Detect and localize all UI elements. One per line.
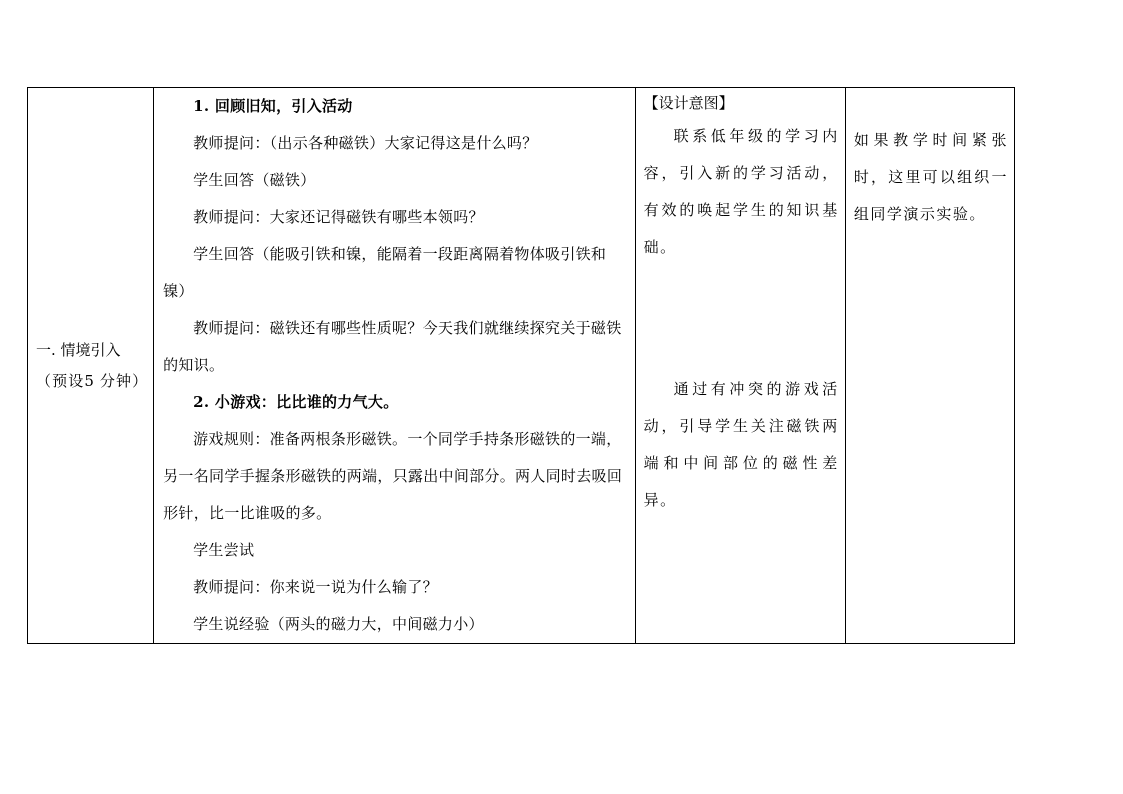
student-answer-4: 学生说经验（两头的磁力大，中间磁力小） [193, 615, 484, 633]
design-intent-para-1: 联系低年级的学习内容，引入新的学习活动，有效的唤起学生的知识基础。 [643, 127, 839, 256]
stage-cell [28, 88, 154, 644]
stage-time: （预设5 分钟） [36, 371, 148, 390]
note-text: 如果教学时间紧张时，这里可以组织一组同学演示实验。 [853, 131, 1008, 223]
student-try: 学生尝试 [193, 541, 255, 559]
section1-heading: 1. 回顾旧知，引入活动 [193, 97, 353, 115]
game-rules: 游戏规则：准备两根条形磁铁。一个同学手持条形磁铁的一端，另一名同学手握条形磁铁的两端，只露出中间部分。两人同时去吸回形针，比一比谁吸的多。 [163, 430, 623, 522]
student-answer-1: 学生回答（磁铁） [193, 171, 316, 189]
teacher-question-3: 教师提问：磁铁还有哪些性质呢？今天我们就继续探究关于磁铁的知识。 [163, 319, 622, 374]
spacer [644, 266, 839, 371]
section2-heading: 2. 小游戏：比比谁的力气大。 [193, 393, 399, 411]
stage-title: 一. 情境引入 [36, 340, 121, 359]
table-row [28, 88, 1015, 644]
content-cell [154, 88, 635, 644]
teacher-question-1: 教师提问：（出示各种磁铁）大家记得这是什么吗？ [193, 134, 538, 152]
design-intent-cell [635, 88, 845, 644]
design-intent-heading: 【设计意图】 [643, 94, 734, 112]
teacher-question-4: 教师提问：你来说一说为什么输了？ [193, 578, 438, 596]
teacher-question-2: 教师提问：大家还记得磁铁有哪些本领吗？ [193, 208, 484, 226]
student-answer-2: 学生回答（能吸引铁和镍，能隔着一段距离隔着物体吸引铁和镍） [163, 245, 607, 300]
note-cell [845, 88, 1014, 644]
design-intent-para-2: 通过有冲突的游戏活动，引导学生关注磁铁两端和中间部位的磁性差异。 [643, 380, 839, 509]
lesson-plan-table [27, 87, 1015, 644]
